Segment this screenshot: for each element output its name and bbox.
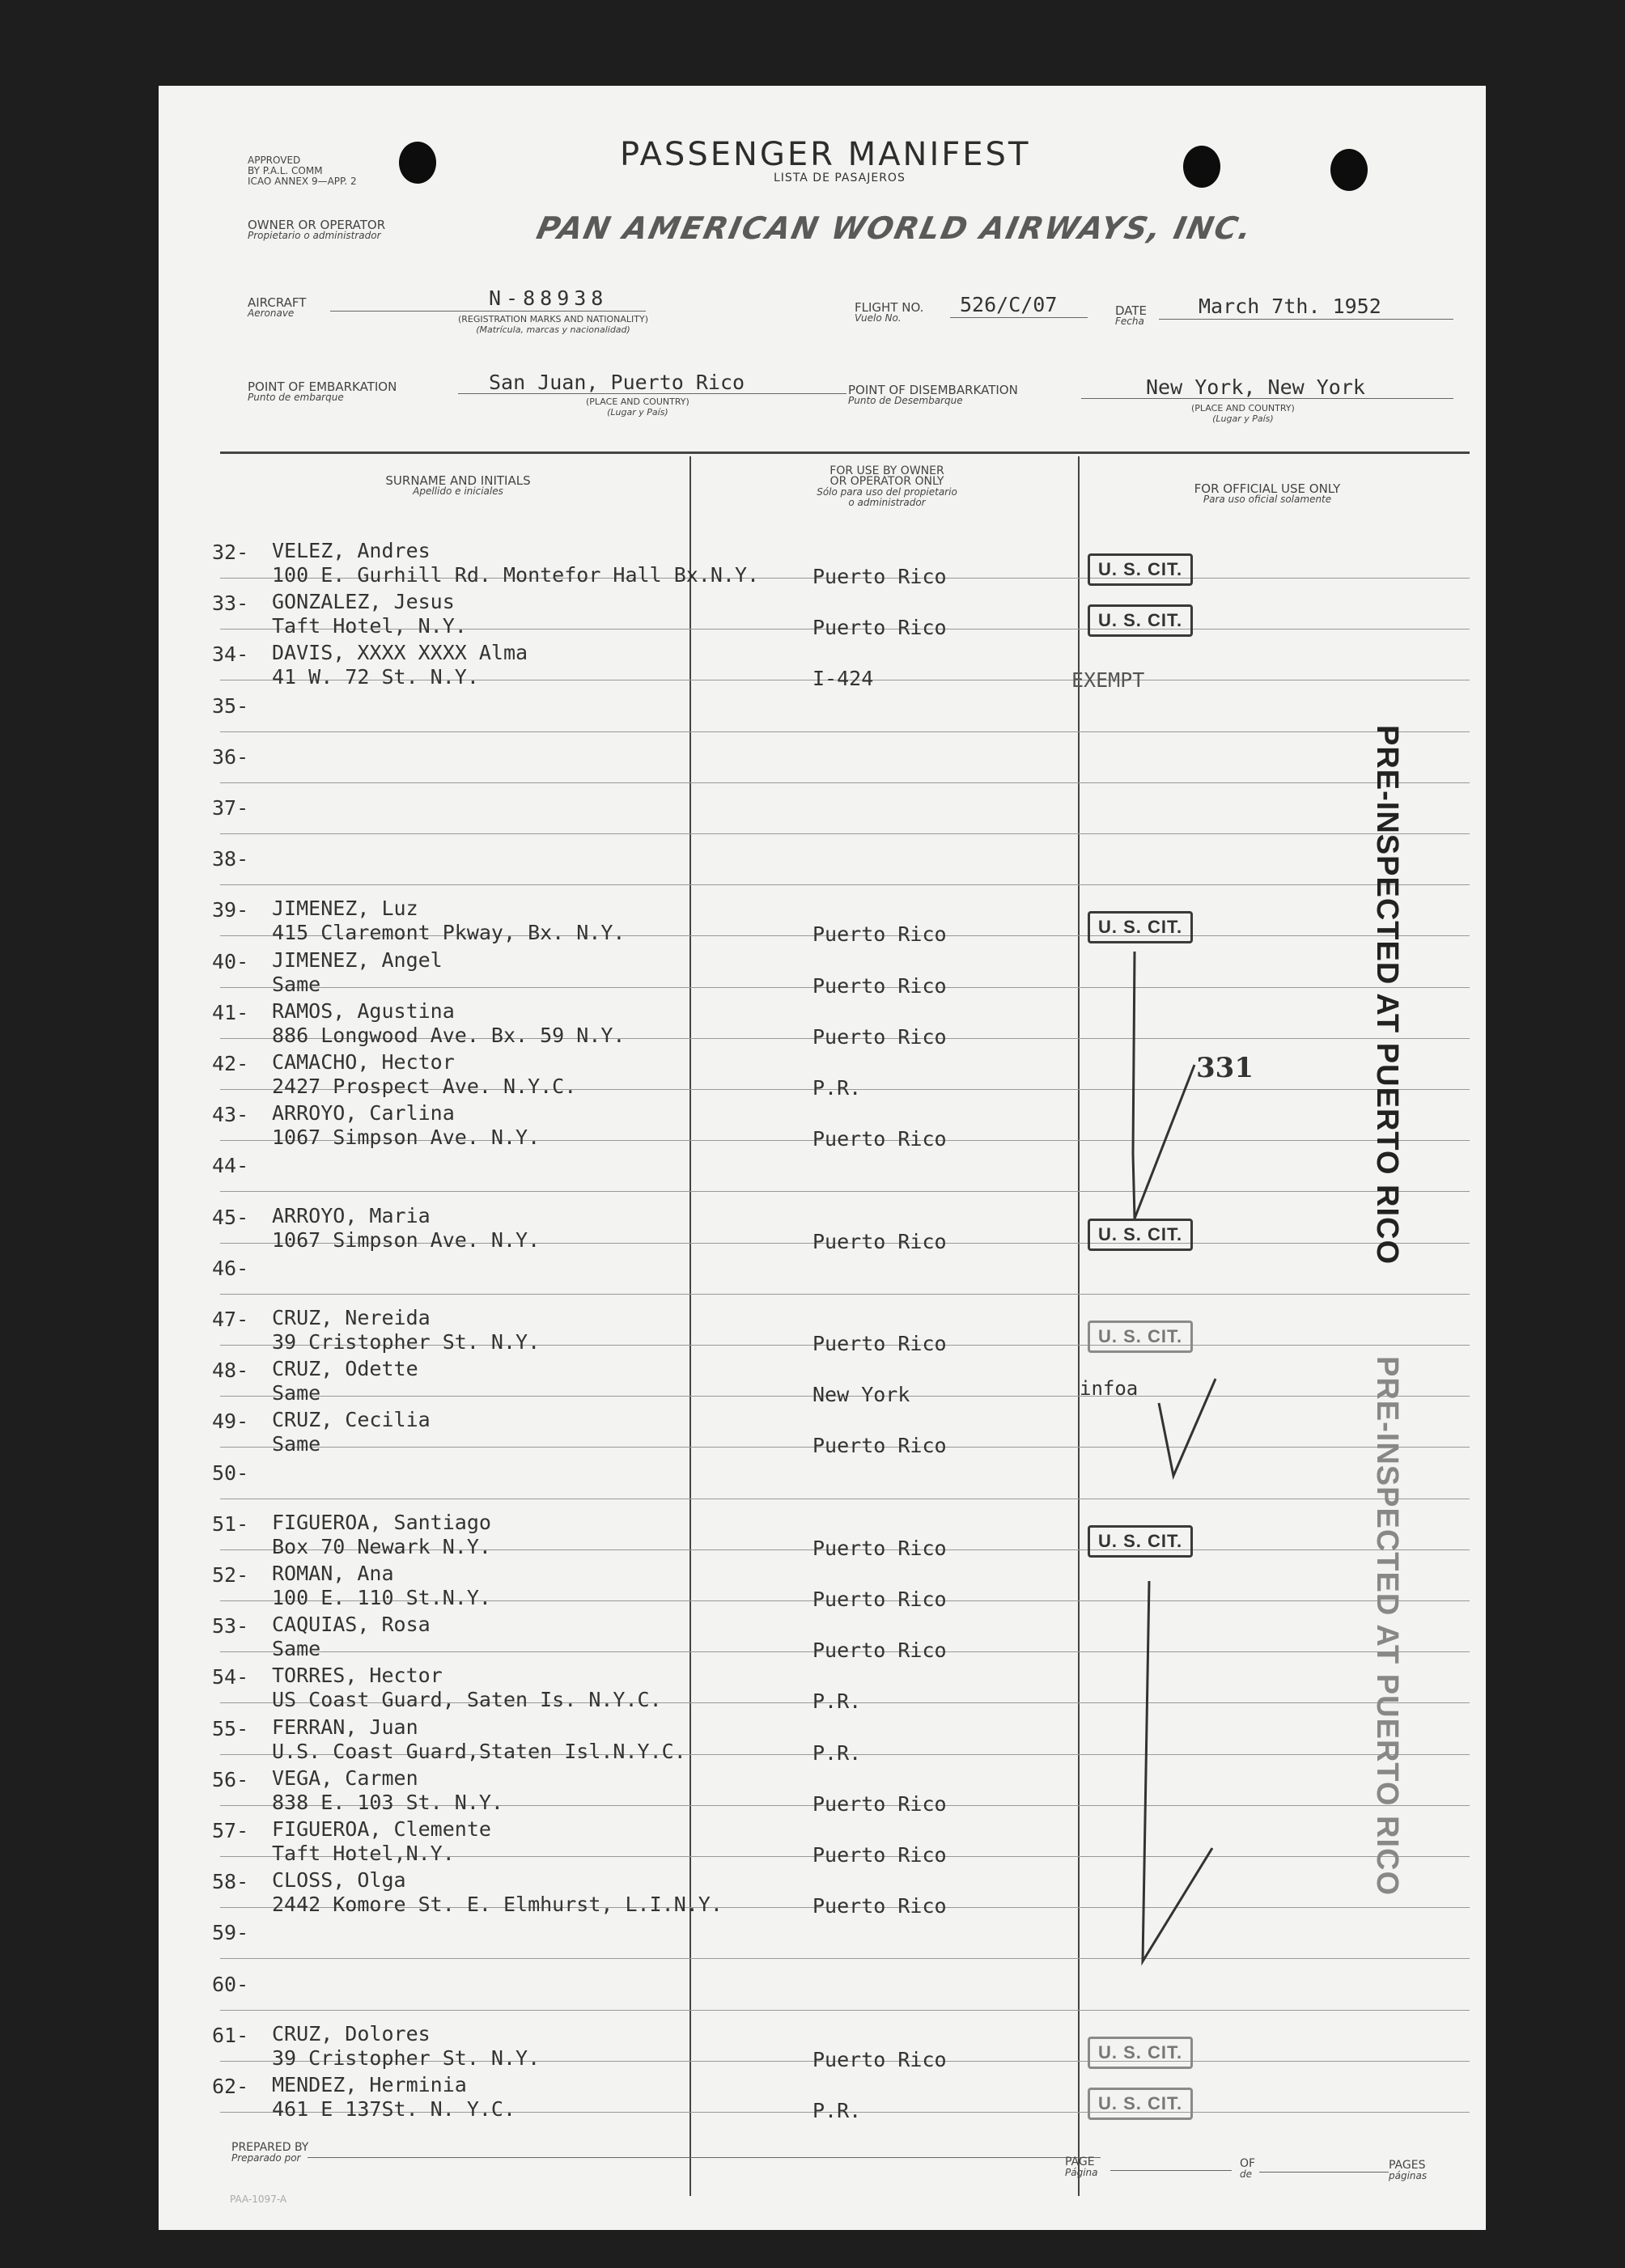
passenger-name: DAVIS, XXXX XXXX Alma bbox=[272, 641, 528, 664]
handwritten-note: infoa bbox=[1080, 1377, 1139, 1400]
passenger-origin: Puerto Rico bbox=[812, 2048, 947, 2071]
passenger-address: 838 E. 103 St. N.Y. bbox=[272, 1791, 503, 1814]
row-number: 38- bbox=[212, 847, 249, 871]
passenger-name: TORRES, Hector bbox=[272, 1664, 443, 1687]
approval-note: APPROVED BY P.A.L. COMM ICAO ANNEX 9—APP. 2 bbox=[248, 155, 357, 187]
passenger-name: ROMAN, Ana bbox=[272, 1562, 394, 1585]
passenger-name: FIGUEROA, Clemente bbox=[272, 1817, 491, 1841]
passenger-address: 41 W. 72 St. N.Y. bbox=[272, 665, 479, 689]
flight-date: March 7th. 1952 bbox=[1199, 295, 1381, 318]
row-rule bbox=[220, 1294, 1470, 1295]
aircraft-line bbox=[330, 311, 646, 312]
row-number: 58- bbox=[212, 1870, 249, 1893]
page-line bbox=[1110, 2170, 1232, 2171]
row-rule bbox=[220, 731, 1470, 732]
embarkation-place: San Juan, Puerto Rico bbox=[489, 371, 745, 394]
column-divider-2 bbox=[1078, 456, 1080, 2196]
passenger-name: VEGA, Carmen bbox=[272, 1766, 418, 1790]
row-number: 47- bbox=[212, 1308, 249, 1331]
passenger-origin: Puerto Rico bbox=[812, 1638, 947, 1662]
manifest-page bbox=[159, 86, 1486, 2230]
passenger-origin: Puerto Rico bbox=[812, 616, 947, 639]
row-number: 50- bbox=[212, 1461, 249, 1485]
row-number: 40- bbox=[212, 950, 249, 973]
passenger-origin: P.R. bbox=[812, 1741, 862, 1765]
page-subtitle: LISTA DE PASAJEROS bbox=[774, 172, 906, 184]
row-number: 60- bbox=[212, 1973, 249, 1996]
row-rule bbox=[220, 1958, 1470, 1959]
row-number: 45- bbox=[212, 1206, 249, 1229]
embarkation-place-note: (PLACE AND COUNTRY) (Lugar y País) bbox=[586, 396, 689, 418]
passenger-address: U.S. Coast Guard,Staten Isl.N.Y.C. bbox=[272, 1740, 686, 1763]
passenger-origin: Puerto Rico bbox=[812, 1332, 947, 1355]
row-number: 62- bbox=[212, 2075, 249, 2098]
column-divider-1 bbox=[689, 456, 691, 2196]
passenger-name: CAQUIAS, Rosa bbox=[272, 1613, 431, 1636]
passenger-origin: Puerto Rico bbox=[812, 922, 947, 946]
pages-line bbox=[1259, 2172, 1389, 2173]
row-number: 34- bbox=[212, 642, 249, 666]
passenger-origin: Puerto Rico bbox=[812, 1843, 947, 1867]
row-number: 41- bbox=[212, 1001, 249, 1024]
passenger-name: MENDEZ, Herminia bbox=[272, 2073, 467, 2096]
passenger-name: CAMACHO, Hector bbox=[272, 1050, 455, 1074]
row-number: 35- bbox=[212, 694, 249, 718]
us-citizen-stamp: U. S. CIT. bbox=[1088, 911, 1193, 943]
row-number: 54- bbox=[212, 1665, 249, 1689]
passenger-origin: Puerto Rico bbox=[812, 1127, 947, 1151]
aircraft-registration: N-88938 bbox=[489, 286, 609, 310]
passenger-name: ARROYO, Maria bbox=[272, 1204, 431, 1227]
punch-hole bbox=[1330, 149, 1368, 191]
passenger-origin: Puerto Rico bbox=[812, 1025, 947, 1049]
passenger-origin: P.R. bbox=[812, 1076, 862, 1100]
passenger-origin: I-424 bbox=[812, 667, 874, 690]
passenger-name: CRUZ, Dolores bbox=[272, 2022, 431, 2045]
row-rule bbox=[220, 782, 1470, 783]
passenger-address: 461 E 137St. N. Y.C. bbox=[272, 2097, 516, 2121]
us-citizen-stamp: U. S. CIT. bbox=[1088, 1219, 1193, 1251]
owner-label: OWNER OR OPERATOR Propietario o administrador bbox=[248, 218, 386, 241]
airline-name: PAN AMERICAN WORLD AIRWAYS, INC. bbox=[533, 210, 1257, 246]
page-title: PASSENGER MANIFEST bbox=[620, 136, 1031, 173]
passenger-name: CRUZ, Odette bbox=[272, 1357, 418, 1380]
form-code: PAA-1097-A bbox=[230, 2194, 287, 2205]
disembarkation-place-note: (PLACE AND COUNTRY) (Lugar y País) bbox=[1191, 403, 1295, 424]
passenger-origin: New York bbox=[812, 1383, 910, 1406]
prepared-line bbox=[308, 2157, 1101, 2158]
passenger-name: FERRAN, Juan bbox=[272, 1715, 418, 1739]
header-rule bbox=[220, 451, 1470, 454]
passenger-name: ARROYO, Carlina bbox=[272, 1101, 455, 1125]
column-header-owner: FOR USE BY OWNER OR OPERATOR ONLY Sólo para uso del propietario o administrador bbox=[817, 464, 957, 508]
flight-label: FLIGHT NO. Vuelo No. bbox=[855, 300, 924, 324]
embarkation-label: POINT OF EMBARKATION Punto de embarque bbox=[248, 379, 397, 403]
passenger-name: VELEZ, Andres bbox=[272, 539, 431, 562]
row-number: 36- bbox=[212, 745, 249, 769]
row-number: 49- bbox=[212, 1410, 249, 1433]
passenger-address: Same bbox=[272, 973, 321, 996]
passenger-origin: Puerto Rico bbox=[812, 1792, 947, 1816]
passenger-address: 39 Cristopher St. N.Y. bbox=[272, 1330, 541, 1354]
of-label: OF de bbox=[1240, 2157, 1256, 2180]
passenger-name: CRUZ, Nereida bbox=[272, 1306, 431, 1329]
passenger-origin: Puerto Rico bbox=[812, 974, 947, 998]
handwritten-count: 331 bbox=[1196, 1052, 1254, 1084]
row-number: 43- bbox=[212, 1103, 249, 1126]
passenger-name: RAMOS, Agustina bbox=[272, 999, 455, 1023]
passenger-name: FIGUEROA, Santiago bbox=[272, 1511, 491, 1534]
date-label: DATE Fecha bbox=[1115, 303, 1148, 327]
punch-hole bbox=[1183, 146, 1220, 188]
us-citizen-stamp: U. S. CIT. bbox=[1088, 553, 1193, 586]
passenger-name: GONZALEZ, Jesus bbox=[272, 590, 455, 613]
passenger-address: 1067 Simpson Ave. N.Y. bbox=[272, 1228, 541, 1252]
passenger-origin: Puerto Rico bbox=[812, 1230, 947, 1253]
passenger-address: Taft Hotel,N.Y. bbox=[272, 1842, 455, 1865]
page-label: PAGE Página bbox=[1065, 2156, 1098, 2178]
passenger-address: 2442 Komore St. E. Elmhurst, L.I.N.Y. bbox=[272, 1893, 723, 1916]
passenger-address: US Coast Guard, Saten Is. N.Y.C. bbox=[272, 1688, 662, 1711]
row-rule bbox=[220, 1191, 1470, 1192]
check-mark-2 bbox=[1156, 1371, 1220, 1484]
passenger-name: CRUZ, Cecilia bbox=[272, 1408, 431, 1431]
row-rule bbox=[220, 833, 1470, 834]
row-number: 61- bbox=[212, 2024, 249, 2047]
us-citizen-stamp: U. S. CIT. bbox=[1088, 2088, 1193, 2120]
row-number: 39- bbox=[212, 898, 249, 922]
row-number: 42- bbox=[212, 1052, 249, 1075]
pages-label: PAGES páginas bbox=[1389, 2159, 1428, 2181]
flight-line bbox=[950, 317, 1088, 318]
passenger-origin: Puerto Rico bbox=[812, 565, 947, 588]
flight-number: 526/C/07 bbox=[960, 293, 1058, 316]
prepared-by-label: PREPARED BY Preparado por bbox=[231, 2141, 309, 2164]
row-number: 52- bbox=[212, 1563, 249, 1587]
passenger-address: 415 Claremont Pkway, Bx. N.Y. bbox=[272, 921, 626, 944]
passenger-address: 1067 Simpson Ave. N.Y. bbox=[272, 1126, 541, 1149]
passenger-name: JIMENEZ, Luz bbox=[272, 897, 418, 920]
us-citizen-stamp: U. S. CIT. bbox=[1088, 1321, 1193, 1353]
disembarkation-label: POINT OF DISEMBARKATION Punto de Desembarque bbox=[848, 383, 1018, 406]
row-number: 59- bbox=[212, 1921, 249, 1944]
passenger-address: 39 Cristopher St. N.Y. bbox=[272, 2046, 541, 2070]
row-number: 37- bbox=[212, 796, 249, 820]
passenger-origin: P.R. bbox=[812, 2099, 862, 2122]
passenger-address: Same bbox=[272, 1432, 321, 1456]
column-header-surname: SURNAME AND INITIALS Apellido e iniciales bbox=[385, 473, 531, 497]
row-rule bbox=[220, 2010, 1470, 2011]
passenger-origin: Puerto Rico bbox=[812, 1537, 947, 1560]
preinspected-stamp-faint: PRE-INSPECTED AT PUERTO RICO bbox=[1370, 1356, 1404, 1897]
row-number: 51- bbox=[212, 1512, 249, 1536]
row-number: 55- bbox=[212, 1717, 249, 1740]
row-number: 33- bbox=[212, 591, 249, 615]
passenger-address: Same bbox=[272, 1381, 321, 1405]
us-citizen-stamp: U. S. CIT. bbox=[1088, 604, 1193, 637]
row-number: 32- bbox=[212, 541, 249, 564]
us-citizen-stamp: U. S. CIT. bbox=[1088, 1525, 1193, 1558]
passenger-origin: Puerto Rico bbox=[812, 1588, 947, 1611]
passenger-address: 886 Longwood Ave. Bx. 59 N.Y. bbox=[272, 1024, 626, 1047]
passenger-address: 2427 Prospect Ave. N.Y.C. bbox=[272, 1075, 577, 1098]
passenger-address: 100 E. Gurhill Rd. Montefor Hall Bx.N.Y. bbox=[272, 563, 760, 587]
row-number: 48- bbox=[212, 1359, 249, 1382]
us-citizen-stamp: U. S. CIT. bbox=[1088, 2037, 1193, 2069]
check-mark-1 bbox=[1130, 952, 1203, 1251]
date-line bbox=[1159, 319, 1453, 320]
passenger-address: 100 E. 110 St.N.Y. bbox=[272, 1586, 491, 1609]
passenger-address: Box 70 Newark N.Y. bbox=[272, 1535, 491, 1558]
passenger-origin: Puerto Rico bbox=[812, 1434, 947, 1457]
row-number: 46- bbox=[212, 1257, 249, 1280]
row-number: 44- bbox=[212, 1154, 249, 1177]
passenger-origin: P.R. bbox=[812, 1689, 862, 1713]
passenger-name: JIMENEZ, Angel bbox=[272, 948, 443, 972]
row-number: 56- bbox=[212, 1768, 249, 1791]
passenger-address: Taft Hotel, N.Y. bbox=[272, 614, 467, 638]
exempt-stamp: EXEMPT bbox=[1071, 668, 1145, 692]
disembarkation-place: New York, New York bbox=[1146, 375, 1365, 399]
aircraft-label: AIRCRAFT Aeronave bbox=[248, 295, 307, 319]
row-number: 53- bbox=[212, 1614, 249, 1638]
check-mark-3 bbox=[1138, 1581, 1219, 2002]
row-rule bbox=[220, 884, 1470, 885]
passenger-name: CLOSS, Olga bbox=[272, 1868, 406, 1892]
column-header-official: FOR OFFICIAL USE ONLY Para uso oficial solamente bbox=[1194, 481, 1341, 505]
preinspected-stamp: PRE-INSPECTED AT PUERTO RICO bbox=[1370, 725, 1404, 1265]
passenger-origin: Puerto Rico bbox=[812, 1894, 947, 1918]
registration-note: (REGISTRATION MARKS AND NATIONALITY) (Matrícula, marcas y nacionalidad) bbox=[458, 314, 649, 335]
passenger-address: Same bbox=[272, 1637, 321, 1660]
row-number: 57- bbox=[212, 1819, 249, 1842]
